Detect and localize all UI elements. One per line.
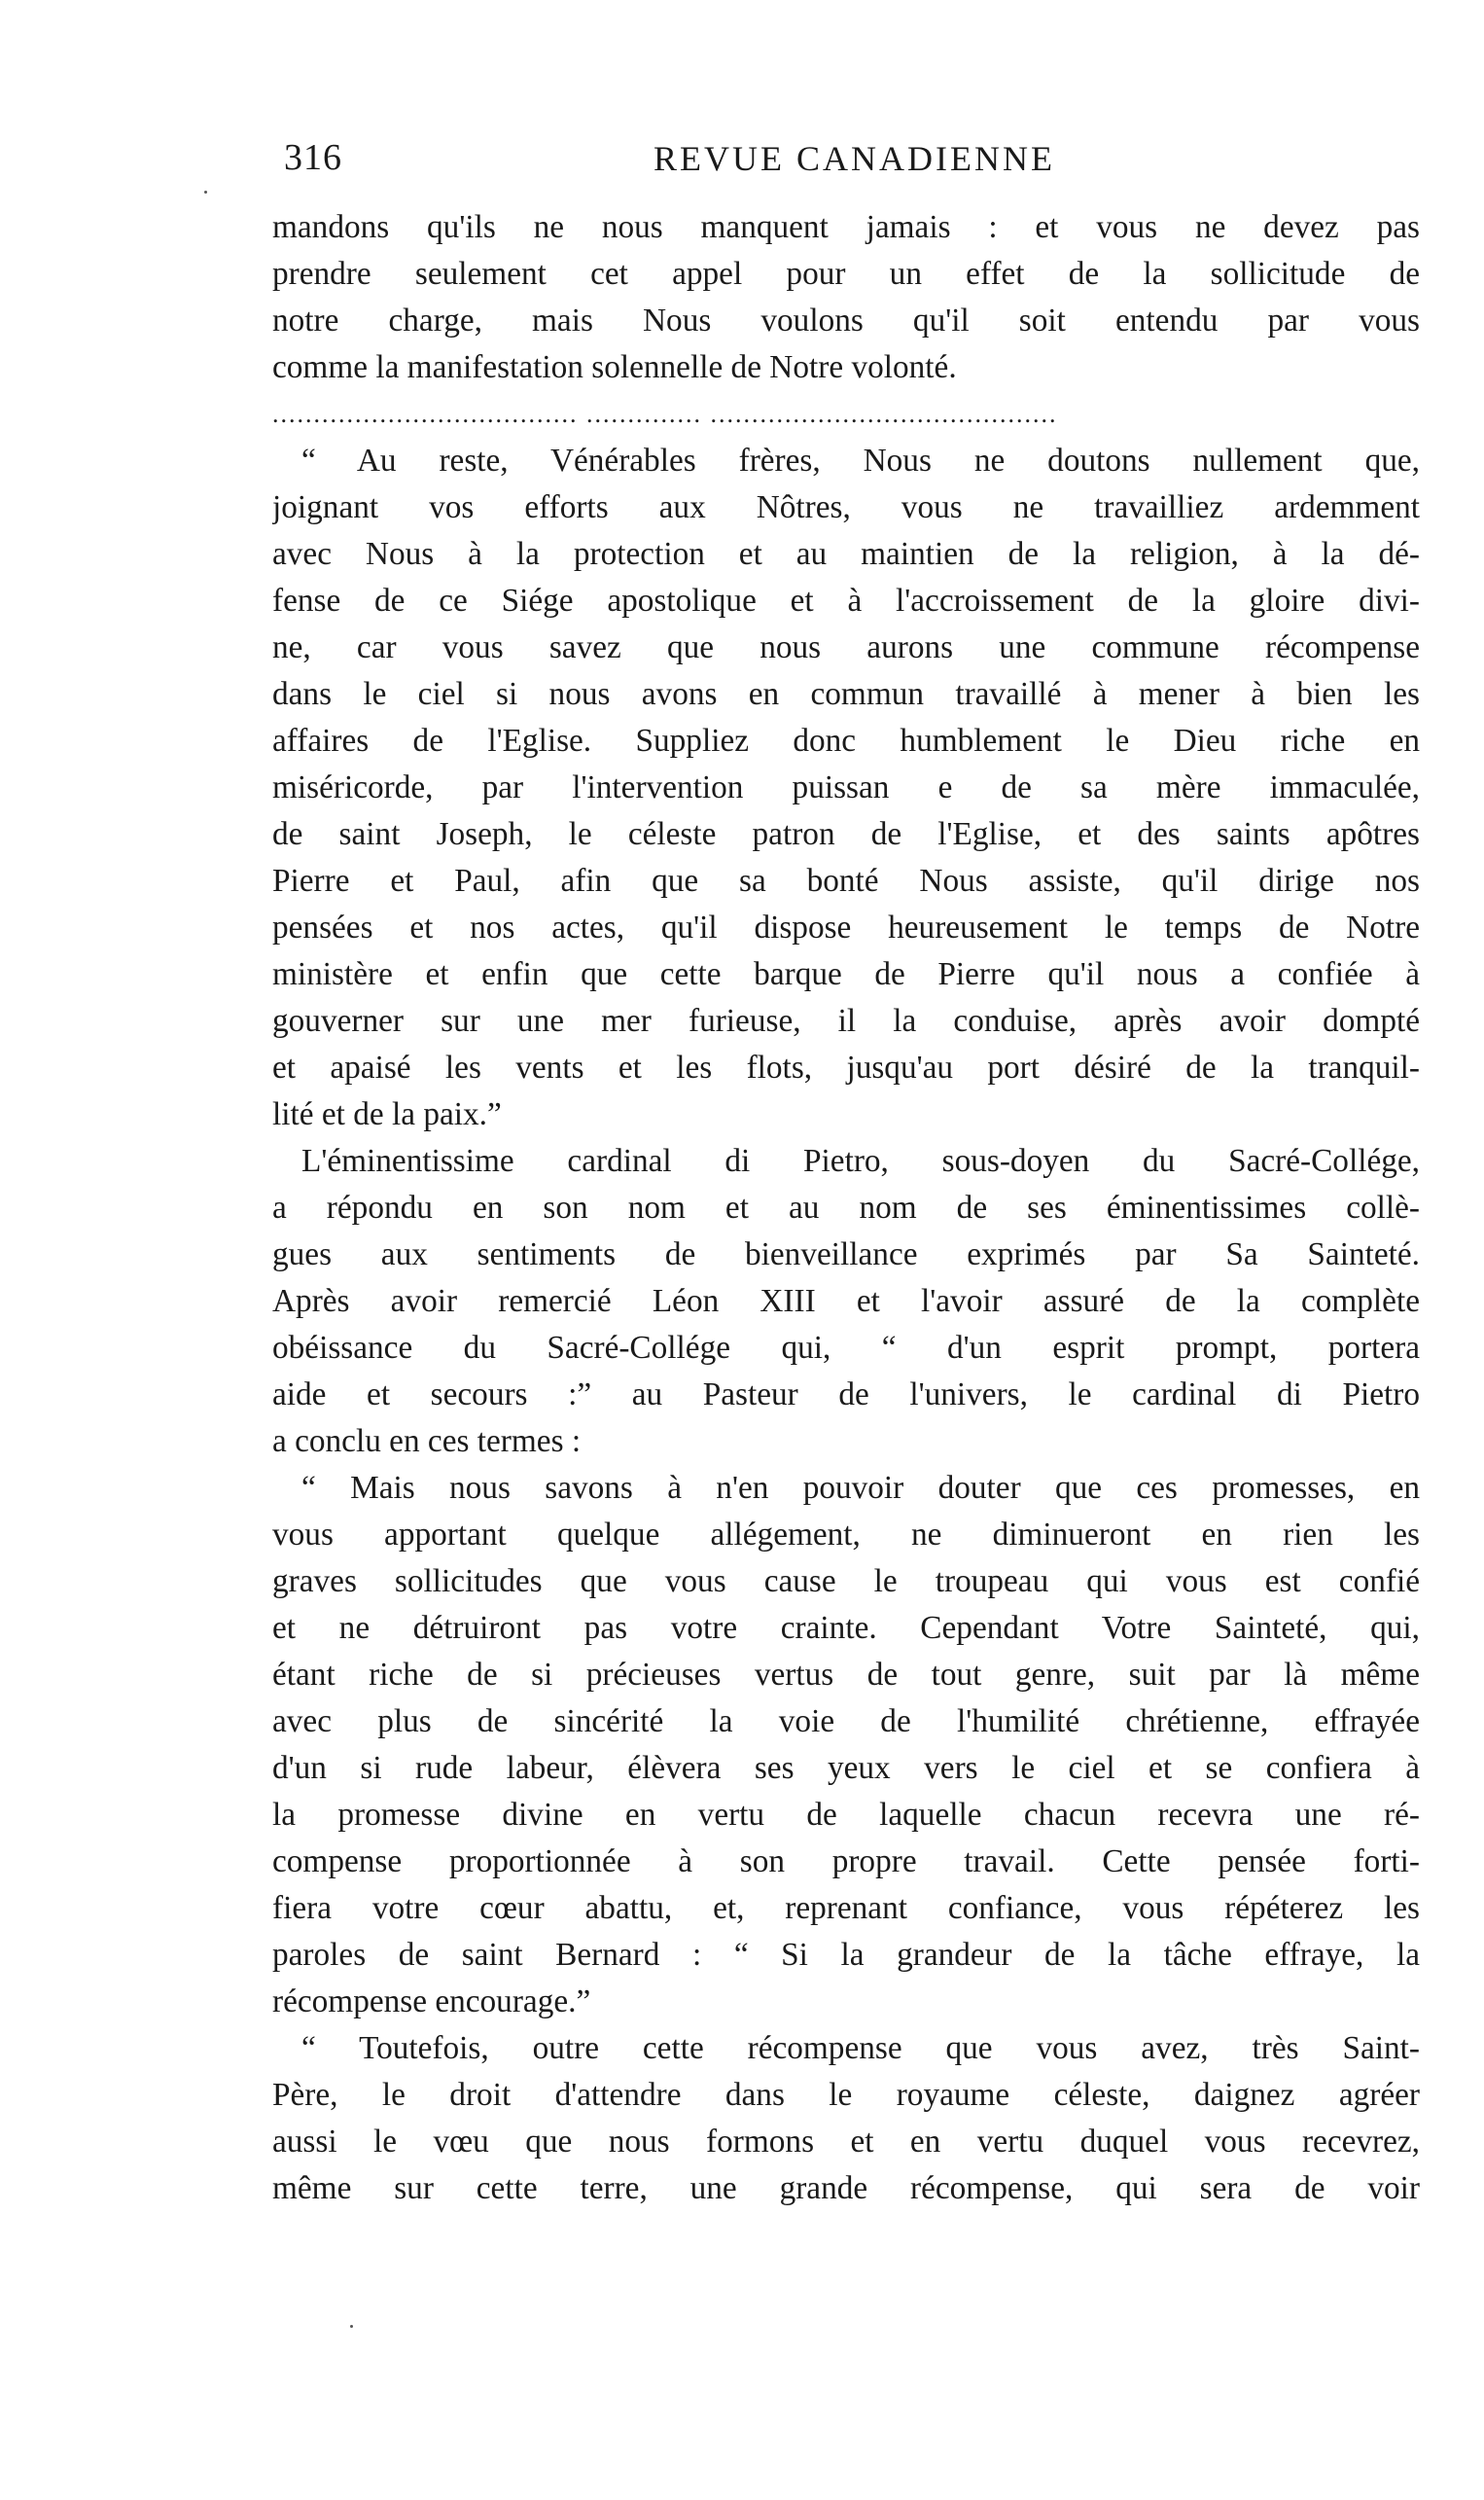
text-line: récompense encourage.”: [272, 1983, 591, 2019]
text-line: fiera votre cœur abattu, et, reprenant confiance, vous répéterez les: [272, 1890, 1420, 1926]
text-line: a répondu en son nom et au nom de ses éminentissimes collè-: [272, 1190, 1420, 1226]
text-line: Père, le droit d'attendre dans le royaume céleste, daignez agréer: [272, 2077, 1420, 2113]
text-line: “ Au reste, Vénérables frères, Nous ne doutons nullement que,: [301, 443, 1420, 479]
text-line: graves sollicitudes que vous cause le troupeau qui vous est confié: [272, 1563, 1420, 1599]
ink-speck: [350, 2325, 353, 2328]
text-line: affaires de l'Eglise. Suppliez donc humblement le Dieu riche en: [272, 723, 1420, 759]
running-title: REVUE CANADIENNE: [654, 139, 1055, 178]
text-line: avec plus de sincérité la voie de l'humilité chrétienne, effrayée: [272, 1703, 1420, 1739]
text-line: aide et secours :” au Pasteur de l'univers, le cardinal di Pietro: [272, 1376, 1420, 1412]
text-line: ministère et enfin que cette barque de Pierre qu'il nous a confiée à: [272, 956, 1420, 992]
text-line: avec Nous à la protection et au maintien de la religion, à la dé-: [272, 536, 1420, 572]
text-line: aussi le vœu que nous formons et en vertu duquel vous recevrez,: [272, 2124, 1420, 2160]
text-line: comme la manifestation solennelle de Notre volonté.: [272, 349, 957, 385]
text-line: et apaisé les vents et les flots, jusqu'au port désiré de la tranquil-: [272, 1050, 1420, 1086]
text-line: “ Toutefois, outre cette récompense que vous avez, très Saint-: [301, 2030, 1420, 2066]
text-line: L'éminentissime cardinal di Pietro, sous-doyen du Sacré-Collége,: [301, 1143, 1420, 1179]
text-line: joignant vos efforts aux Nôtres, vous ne travailliez ardemment: [272, 489, 1420, 525]
text-line: dans le ciel si nous avons en commun travaillé à mener à bien les: [272, 676, 1420, 712]
text-line: miséricorde, par l'intervention puissan e de sa mère immaculée,: [272, 769, 1420, 805]
text-line: et ne détruiront pas votre crainte. Cependant Votre Sainteté, qui,: [272, 1610, 1420, 1646]
ink-speck: [204, 191, 207, 194]
page-header: [284, 136, 1373, 195]
text-line: ne, car vous savez que nous aurons une commune récompense: [272, 629, 1420, 665]
text-line: gouverner sur une mer furieuse, il la conduise, après avoir dompté: [272, 1003, 1420, 1039]
text-line: prendre seulement cet appel pour un effet de la sollicitude de: [272, 256, 1420, 292]
text-line: fense de ce Siége apostolique et à l'accroissement de la gloire divi-: [272, 583, 1420, 619]
text-line: paroles de saint Bernard : “ Si la grandeur de la tâche effraye, la: [272, 1937, 1420, 1973]
text-line: même sur cette terre, une grande récompense, qui sera de voir: [272, 2170, 1420, 2206]
ellipsis-separator: ..................................... .............. ..........................................: [272, 400, 1058, 428]
text-line: la promesse divine en vertu de laquelle chacun recevra une ré-: [272, 1797, 1420, 1833]
body-text: [272, 204, 1420, 2212]
text-line: étant riche de si précieuses vertus de tout genre, suit par là même: [272, 1657, 1420, 1693]
text-line: mandons qu'ils ne nous manquent jamais : et vous ne devez pas: [272, 209, 1420, 245]
text-line: d'un si rude labeur, élèvera ses yeux vers le ciel et se confiera à: [272, 1750, 1420, 1786]
text-line: de saint Joseph, le céleste patron de l'Eglise, et des saints apôtres: [272, 816, 1420, 852]
text-line: “ Mais nous savons à n'en pouvoir douter que ces promesses, en: [301, 1470, 1420, 1506]
text-line: lité et de la paix.”: [272, 1096, 502, 1132]
text-line: gues aux sentiments de bienveillance exprimés par Sa Sainteté.: [272, 1236, 1420, 1272]
text-line: notre charge, mais Nous voulons qu'il soit entendu par vous: [272, 303, 1420, 339]
text-line: Pierre et Paul, afin que sa bonté Nous assiste, qu'il dirige nos: [272, 863, 1420, 899]
text-line: pensées et nos actes, qu'il dispose heureusement le temps de Notre: [272, 910, 1420, 946]
text-line: Après avoir remercié Léon XIII et l'avoir assuré de la complète: [272, 1283, 1420, 1319]
text-line: a conclu en ces termes :: [272, 1423, 582, 1459]
page-number: 316: [284, 137, 342, 178]
text-line: vous apportant quelque allégement, ne diminueront en rien les: [272, 1517, 1420, 1553]
text-line: compense proportionnée à son propre travail. Cette pensée forti-: [272, 1843, 1420, 1879]
text-line: obéissance du Sacré-Collége qui, “ d'un esprit prompt, portera: [272, 1330, 1420, 1366]
